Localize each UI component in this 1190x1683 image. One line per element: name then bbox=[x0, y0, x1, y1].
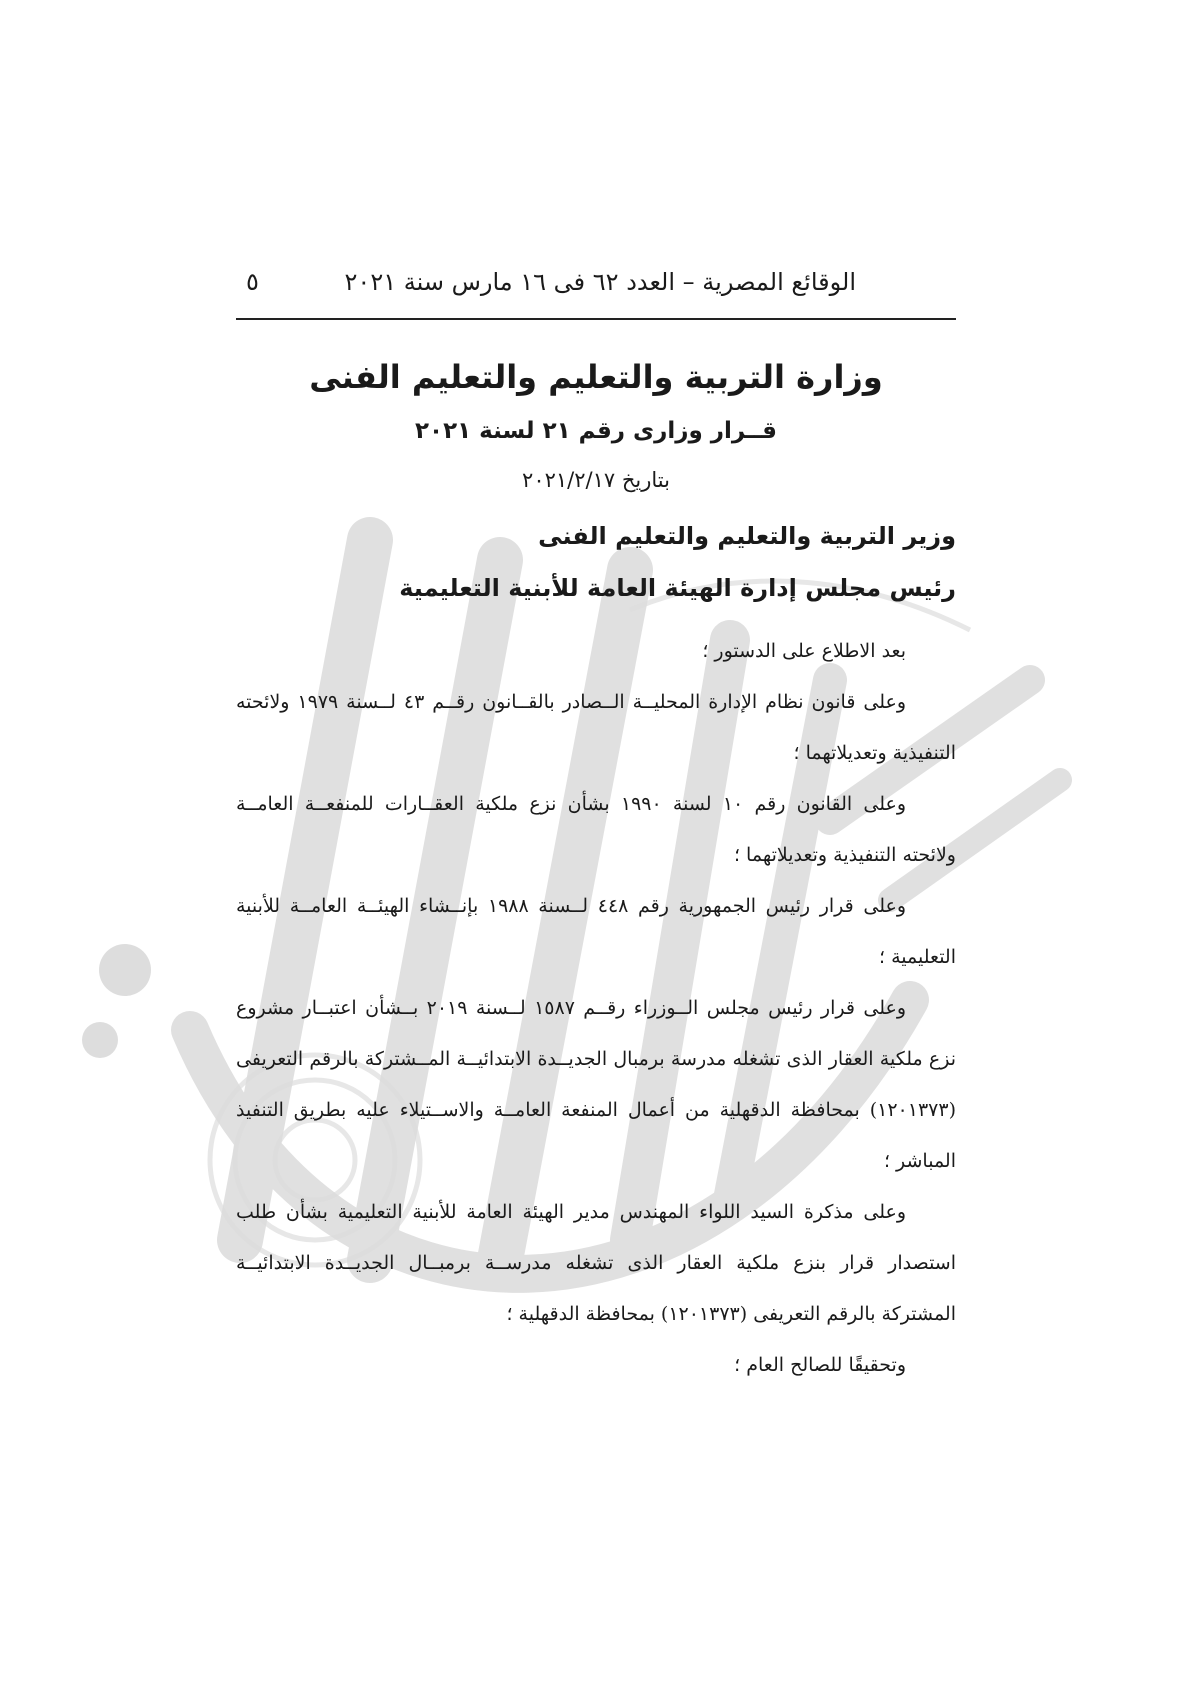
header-divider bbox=[236, 318, 956, 320]
decree-title: قــرار وزارى رقم ٢١ لسنة ٢٠٢١ bbox=[415, 418, 777, 444]
preamble-paragraph: وعلى قرار رئيس مجلس الــوزراء رقــم ١٥٨٧ لــسنة ٢٠١٩ بــشأن اعتبــار مشروع نزع ملكية العقار الذى تشغله مدرسة برمبال الجديــدة الابتدائيــة المــشتركة بالرقم التعريفى (١٢٠١٣٧٣) بمحافظة الدقهلية من أعمال المنفعة العامــة والاســتيلاء عليه بطريق التنفيذ المباشر ؛ bbox=[236, 997, 956, 1172]
page-number: ٥ bbox=[246, 268, 259, 296]
ministry-title: وزارة التربية والتعليم والتعليم الفنى bbox=[309, 358, 883, 396]
preamble-paragraph: وعلى قانون نظام الإدارة المحليــة الــصادر بالقــانون رقــم ٤٣ لــسنة ١٩٧٩ ولائحته التنفيذية وتعديلاتهما ؛ bbox=[236, 691, 956, 764]
decree-body bbox=[236, 626, 956, 1391]
preamble-paragraph: وعلى مذكرة السيد اللواء المهندس مدير الهيئة العامة للأبنية التعليمية بشأن طلب استصدار قرار بنزع ملكية العقار الذى تشغله مدرســة برمبــال الجديــدة الابتدائيــة المشتركة بالرقم التعريفى (١٢٠١٣٧٣) بمحافظة الدقهلية ؛ bbox=[236, 1201, 956, 1325]
decree-date: بتاريخ ٢٠٢١/٢/١٧ bbox=[522, 468, 670, 492]
preamble-paragraph: وعلى قرار رئيس الجمهورية رقم ٤٤٨ لــسنة ١٩٨٨ بإنــشاء الهيئــة العامــة للأبنية التعليمية ؛ bbox=[236, 895, 956, 968]
preamble-paragraph: بعد الاطلاع على الدستور ؛ bbox=[702, 640, 906, 662]
signer-title-chairman: رئيس مجلس إدارة الهيئة العامة للأبنية التعليمية bbox=[399, 574, 956, 602]
preamble-paragraph: وتحقيقًا للصالح العام ؛ bbox=[734, 1354, 906, 1376]
gazette-title: الوقائع المصرية – العدد ٦٢ فى ١٦ مارس سنة ٢٠٢١ bbox=[344, 268, 856, 296]
gazette-header bbox=[236, 268, 956, 312]
preamble-paragraph: وعلى القانون رقم ١٠ لسنة ١٩٩٠ بشأن نزع ملكية العقــارات للمنفعــة العامــة ولائحته التنفيذية وتعديلاتهما ؛ bbox=[236, 793, 956, 866]
signer-title-minister: وزير التربية والتعليم والتعليم الفنى bbox=[538, 522, 956, 550]
